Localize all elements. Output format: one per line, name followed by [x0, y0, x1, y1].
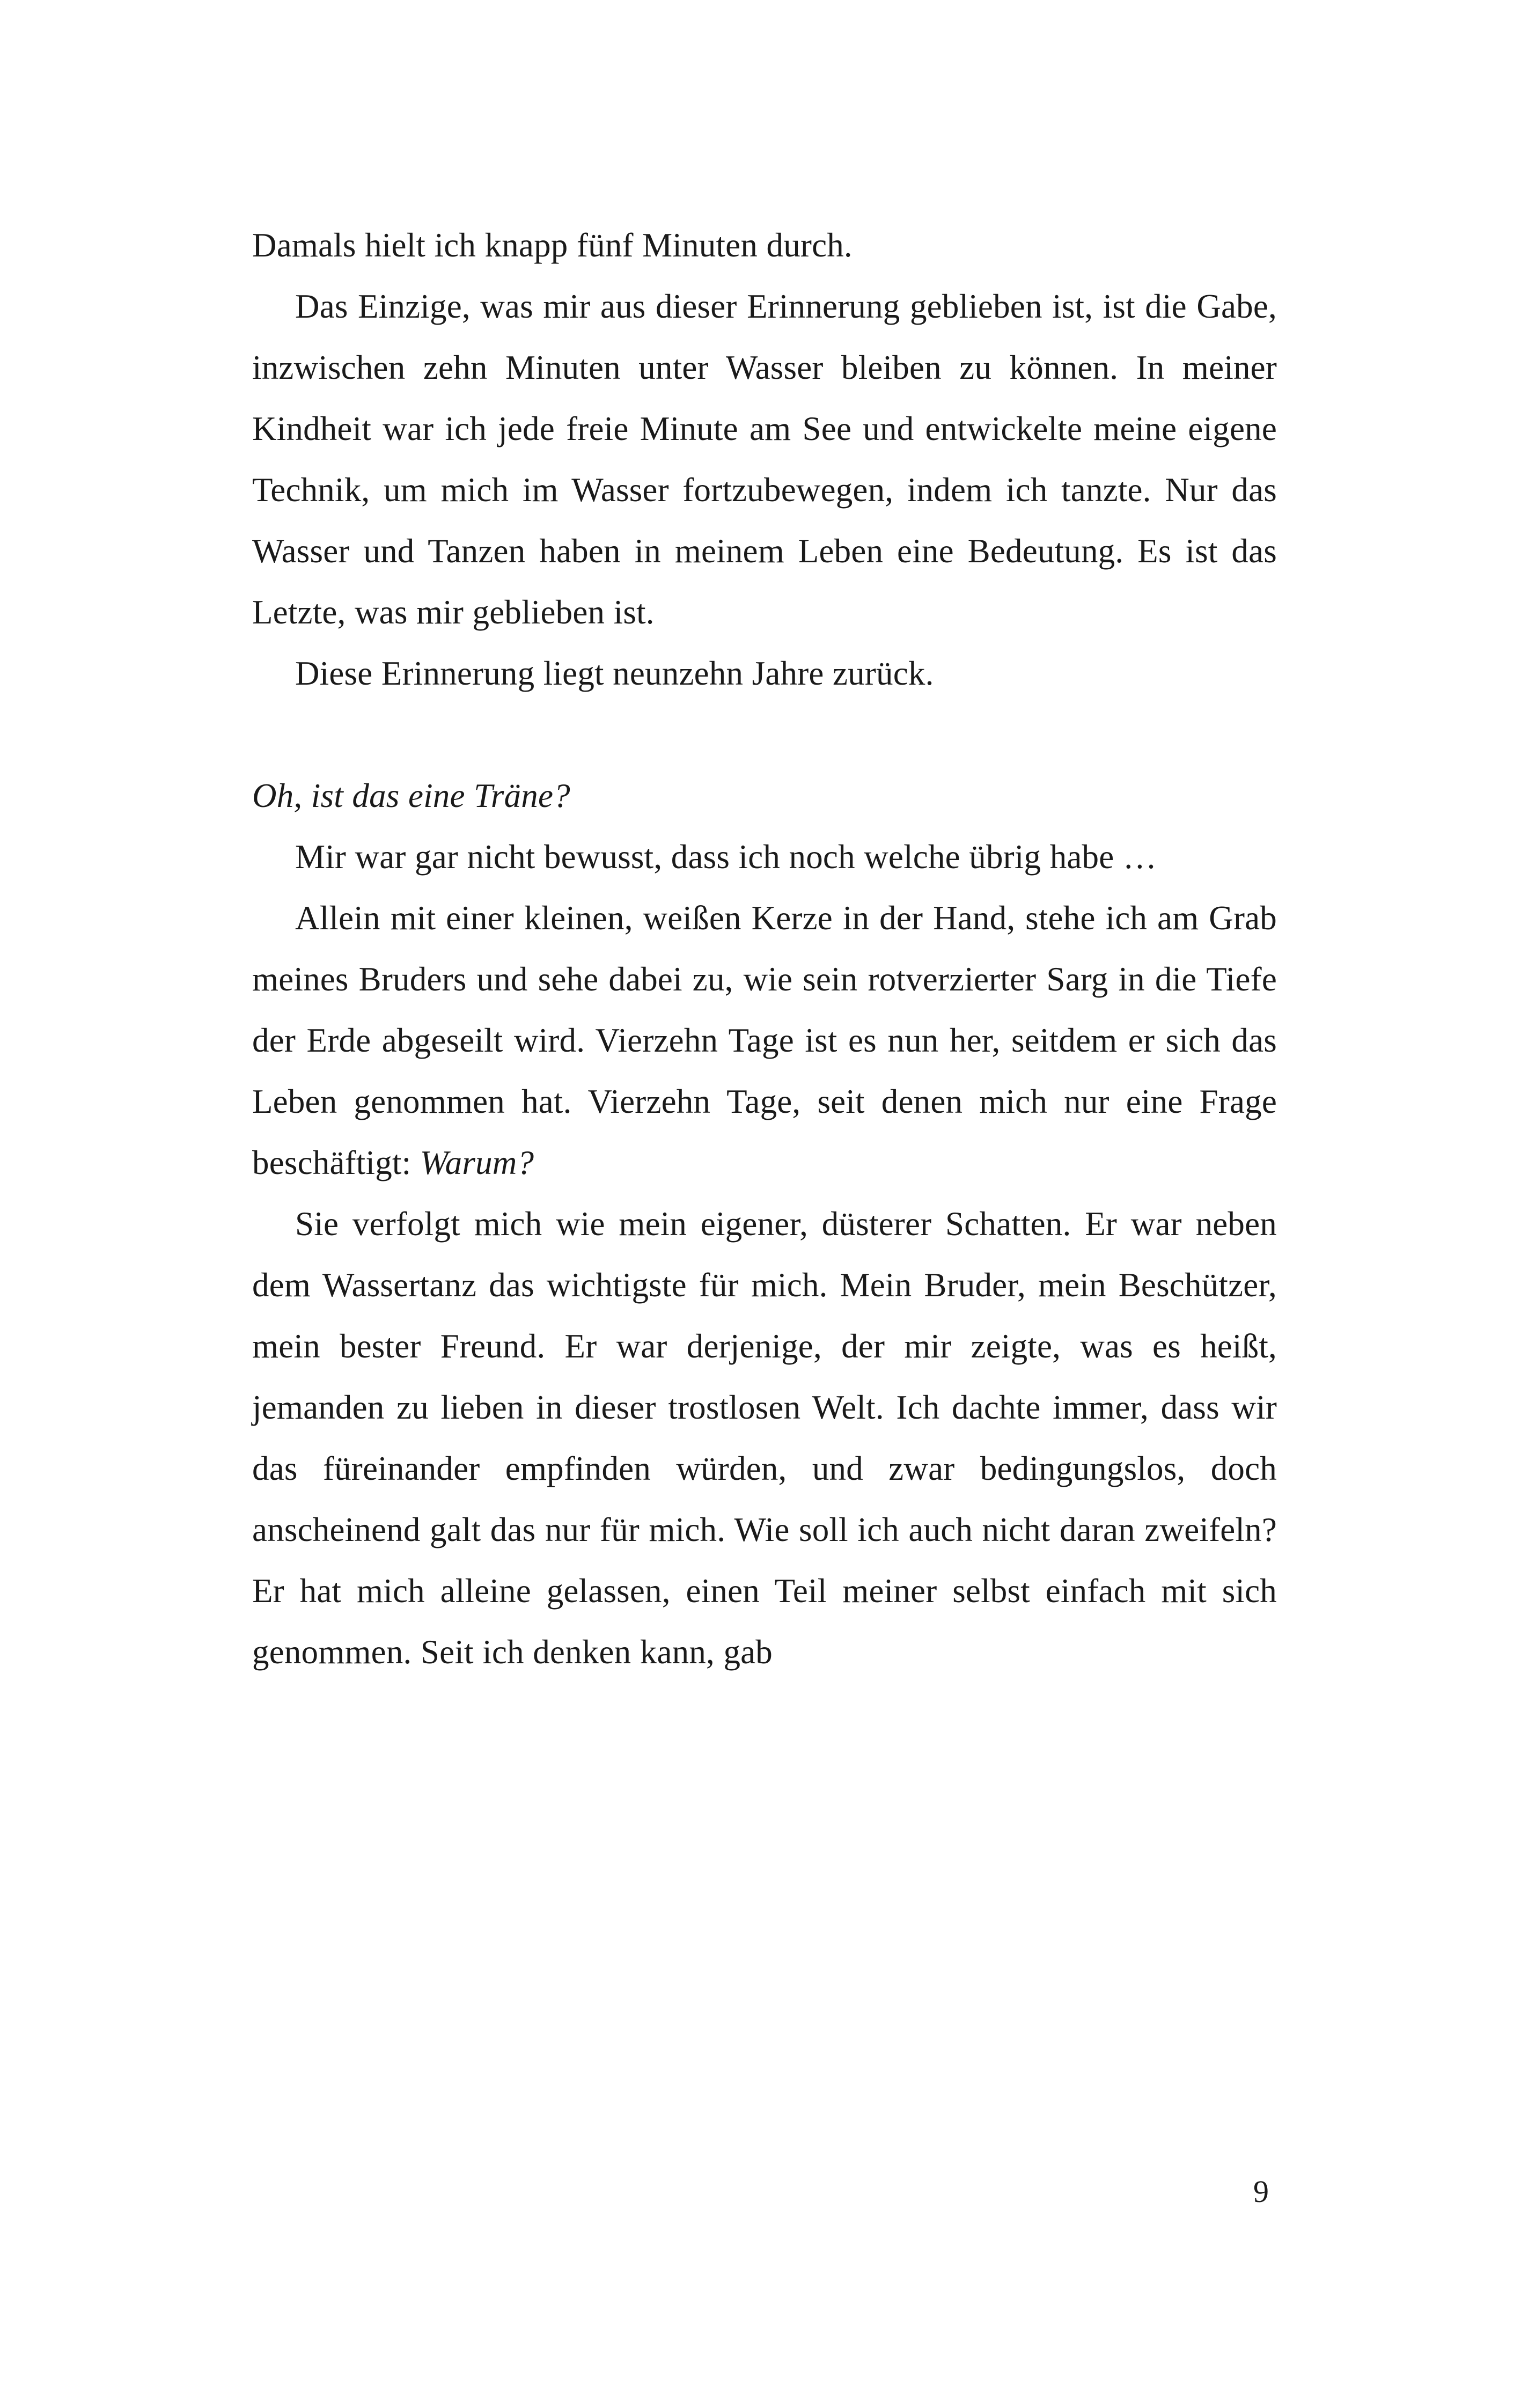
paragraph-3: Diese Erinnerung liegt neunzehn Jahre zurück.: [295, 655, 934, 692]
paragraph-1: Damals hielt ich knapp fünf Minuten durch.: [252, 226, 853, 264]
page-number: 9: [1253, 2174, 1269, 2209]
paragraph-7: Sie verfolgt mich wie mein eigener, düsterer Schatten. Er war neben dem Wassertanz das wichtigste für mich. Mein Bruder, mein Beschützer, mein bester Freund. Er war derjenige, der mir zeigte, was es heißt, jemanden zu lieben in dieser trostlosen Welt. Ich dachte immer, dass wir das füreinander empfinden würden, und zwar bedingungslos, doch anscheinend galt das nur für mich. Wie soll ich auch nicht daran zweifeln? Er hat mich alleine gelassen, einen Teil meiner selbst einfach mit sich genommen. Seit ich denken kann, gab: [252, 1205, 1277, 1671]
paragraph-4-italic-line: Oh, ist das eine Träne?: [252, 777, 570, 814]
body-text-column: [252, 215, 1277, 1683]
paragraph-6: [252, 887, 1277, 1193]
paragraph-2: Das Einzige, was mir aus dieser Erinnerung geblieben ist, ist die Gabe, inzwischen zehn Minuten unter Wasser bleiben zu können. In meiner Kindheit war ich jede freie Minute am See und entwickelte meine eigene Technik, um mich im Wasser fortzubewegen, indem ich tanzte. Nur das Wasser und Tanzen haben in meinem Leben eine Bedeutung. Es ist das Letzte, was mir geblieben ist.: [252, 288, 1277, 631]
paragraph-5: Mir war gar nicht bewusst, dass ich noch welche übrig habe …: [295, 838, 1157, 876]
paragraph-6-text-before: Allein mit einer kleinen, weißen Kerze in der Hand, stehe ich am Grab meines Bruders und sehe dabei zu, wie sein rotverzierter Sarg in die Tiefe der Erde abgeseilt wird. Vierzehn Tage ist es nun her, seitdem er sich das Leben genommen hat. Vierzehn Tage, seit denen mich nur eine Frage beschäftigt:: [252, 899, 1277, 1181]
paragraph-6-emphasis: Warum?: [420, 1144, 534, 1181]
paragraph-spacer: [252, 704, 1277, 765]
